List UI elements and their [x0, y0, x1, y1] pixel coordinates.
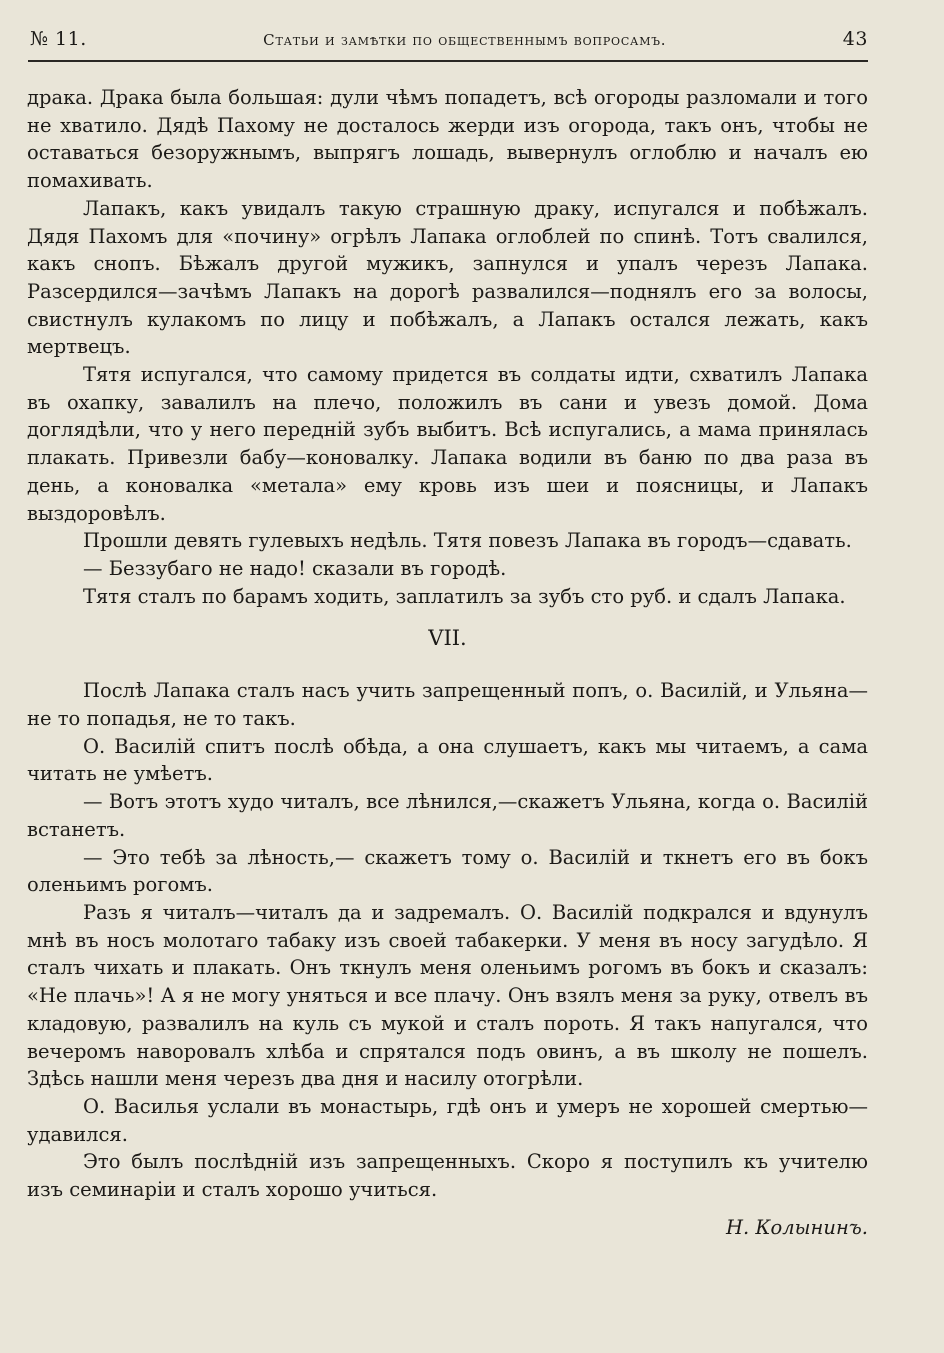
paragraph: драка. Драка была большая: дули чѣмъ попадетъ, всѣ огороды разломали и того не хватило. Дядѣ Пахому не досталось жерди изъ огорода, такъ онъ, чтобы не оставаться безоружнымъ, выпрягъ лошадь, вывернулъ оглоблю и началъ ею помахивать. — [27, 86, 868, 193]
article-body — [27, 84, 868, 1241]
paragraph: О. Василій спитъ послѣ обѣда, а она слушаетъ, какъ мы читаемъ, а сама читать не умѣетъ. — [27, 734, 868, 786]
section-heading: Статьи и замѣтки по общественнымъ вопросамъ. — [263, 31, 667, 49]
running-header — [30, 28, 868, 58]
paragraph: Тятя сталъ по барамъ ходить, заплатилъ за зубъ сто руб. и сдалъ Лапака. — [83, 584, 846, 608]
author-signature: Н. Колынинъ. — [726, 1215, 868, 1239]
paragraph: Лапакъ, какъ увидалъ такую страшную драку, испугался и побѣжалъ. Дядя Пахомъ для «почину» огрѣлъ Лапака оглоблей по спинѣ. Тотъ свалился, какъ снопъ. Бѣжалъ другой мужикъ, запнулся и упалъ черезъ Лапака. Разсердился—зачѣмъ Лапакъ на дорогѣ развалился—поднялъ его за волосы, свистнулъ кулакомъ по лицу и побѣжалъ, а Лапакъ остался лежать, какъ мертвецъ. — [27, 196, 868, 359]
page-number: 43 — [842, 28, 868, 50]
chapter-number: VII. — [428, 626, 467, 651]
paragraph: Это былъ послѣдній изъ запрещенныхъ. Скоро я поступилъ къ учителю изъ семинаріи и сталъ хорошо учиться. — [27, 1150, 868, 1202]
header-rule — [28, 60, 868, 62]
issue-number: № 11. — [30, 28, 87, 50]
paragraph: Прошли девять гулевыхъ недѣль. Тятя повезъ Лапака въ городъ—сдавать. — [83, 529, 852, 553]
paragraph: Послѣ Лапака сталъ насъ учить запрещенный попъ, о. Василій, и Ульяна—не то попадья, не то такъ. — [27, 679, 868, 731]
paragraph: — Беззубаго не надо! сказали въ городѣ. — [83, 556, 507, 580]
paragraph: — Вотъ этотъ худо читалъ, все лѣнился,—скажетъ Ульяна, когда о. Василій встанетъ. — [27, 790, 868, 841]
paragraph: Тятя испугался, что самому придется въ солдаты идти, схватилъ Лапака въ охапку, завалилъ на плечо, положилъ въ сани и увезъ домой. Дома доглядѣли, что у него передній зубъ выбитъ. Всѣ испугались, а мама принялась плакать. Привезли бабу—коновалку. Лапака водили въ баню по два раза въ день, а коновалка «метала» ему кровь изъ шеи и поясницы, и Лапакъ выздоровѣлъ. — [27, 363, 868, 525]
paragraph: О. Василья услали въ монастырь, гдѣ онъ и умеръ не хорошей смертью—удавился. — [27, 1094, 868, 1146]
paragraph: Разъ я читалъ—читалъ да и задремалъ. О. Василій подкрался и вдунулъ мнѣ въ носъ молотаго табаку изъ своей табакерки. У меня въ носу загудѣло. Я сталъ чихать и плакать. Онъ ткнулъ меня оленьимъ рогомъ въ бокъ и сказалъ: «Не плачь»! А я не могу уняться и все плачу. Онъ взялъ меня за руку, отвелъ въ кладовую, развалилъ на куль съ мукой и сталъ пороть. Я такъ напугался, что вечеромъ наворовалъ хлѣба и спрятался подъ овинъ, а въ школу не пошелъ. Здѣсь нашли меня черезъ два дня и насилу отогрѣли. — [27, 900, 868, 1091]
paragraph: — Это тебѣ за лѣность,— скажетъ тому о. Василій и ткнетъ его въ бокъ оленьимъ рогомъ. — [27, 845, 868, 897]
